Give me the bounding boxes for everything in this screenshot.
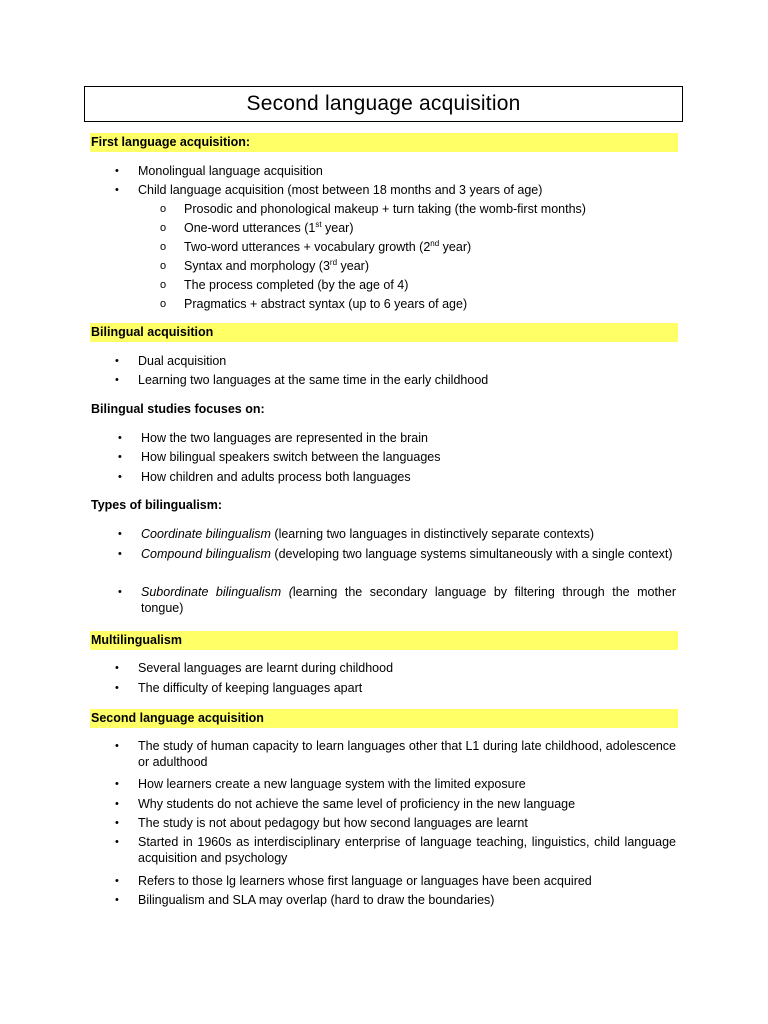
circle-bullet-icon: o	[160, 279, 167, 291]
section-heading-bilingual: Bilingual acquisition	[90, 323, 678, 342]
list-item: • Started in 1960s as interdisciplinary enterprise of language teaching, linguistics, child language acquisition and psychology	[115, 835, 676, 865]
bullet-icon: •	[115, 740, 119, 752]
bullet-icon: •	[115, 165, 119, 177]
bullet-icon: •	[118, 471, 122, 483]
list-item: • Several languages are learnt during childhood	[115, 661, 394, 675]
section-heading-first-language: First language acquisition:	[90, 133, 678, 152]
bullet-icon: •	[118, 548, 122, 560]
bullet-icon: •	[115, 836, 119, 848]
list-item: • The study is not about pedagogy but how second languages are learnt	[115, 816, 528, 830]
sub-list-item: o One-word utterances (1st year)	[160, 219, 354, 235]
document-title: Second language acquisition	[84, 86, 683, 122]
bullet-icon: •	[115, 894, 119, 906]
circle-bullet-icon: o	[160, 260, 167, 272]
list-item: • Learning two languages at the same time in the early childhood	[115, 373, 489, 387]
bullet-icon: •	[118, 528, 122, 540]
list-item: • Why students do not achieve the same level of proficiency in the new language	[115, 797, 576, 811]
list-item: • Child language acquisition (most between 18 months and 3 years of age)	[115, 183, 543, 197]
circle-bullet-icon: o	[160, 298, 167, 310]
sub-list-item: o Syntax and morphology (3rd year)	[160, 257, 369, 273]
bullet-icon: •	[115, 662, 119, 674]
section-heading-types: Types of bilingualism:	[91, 498, 223, 512]
bullet-icon: •	[115, 184, 119, 196]
bullet-icon: •	[115, 778, 119, 790]
list-item: • How bilingual speakers switch between the languages	[118, 450, 441, 464]
list-item: • Compound bilingualism (developing two language systems simultaneously with a single context)	[118, 547, 673, 561]
bullet-icon: •	[115, 875, 119, 887]
bullet-icon: •	[115, 374, 119, 386]
bullet-icon: •	[115, 817, 119, 829]
section-heading-bilingual-studies: Bilingual studies focuses on:	[91, 402, 265, 416]
sub-list-item: o Pragmatics + abstract syntax (up to 6 years of age)	[160, 297, 468, 311]
circle-bullet-icon: o	[160, 241, 167, 253]
list-item: • Dual acquisition	[115, 354, 227, 368]
section-heading-multilingualism: Multilingualism	[90, 631, 678, 650]
circle-bullet-icon: o	[160, 222, 167, 234]
bullet-icon: •	[115, 798, 119, 810]
bullet-icon: •	[115, 355, 119, 367]
sub-list-item: o Prosodic and phonological makeup + turn taking (the womb-first months)	[160, 202, 586, 216]
list-item: • Monolingual language acquisition	[115, 164, 323, 178]
list-item: • How the two languages are represented in the brain	[118, 431, 428, 445]
list-item: • How learners create a new language system with the limited exposure	[115, 777, 526, 791]
bullet-icon: •	[115, 682, 119, 694]
list-item: • The study of human capacity to learn languages other that L1 during late childhood, adolescence or adulthood	[115, 739, 676, 769]
bullet-icon: •	[118, 432, 122, 444]
list-item: • Coordinate bilingualism (learning two languages in distinctively separate contexts)	[118, 527, 595, 541]
bullet-icon: •	[118, 586, 122, 598]
sub-list-item: o Two-word utterances + vocabulary growth (2nd year)	[160, 238, 472, 254]
list-item: • Bilingualism and SLA may overlap (hard to draw the boundaries)	[115, 893, 495, 907]
list-item: • Refers to those lg learners whose first language or languages have been acquired	[115, 874, 592, 888]
circle-bullet-icon: o	[160, 203, 167, 215]
section-heading-sla: Second language acquisition	[90, 709, 678, 728]
list-item: • The difficulty of keeping languages apart	[115, 681, 363, 695]
sub-list-item: o The process completed (by the age of 4)	[160, 278, 409, 292]
list-item: • Subordinate bilingualism (learning the secondary language by filtering through the mother tongue)	[118, 585, 676, 615]
bullet-icon: •	[118, 451, 122, 463]
list-item: • How children and adults process both languages	[118, 470, 411, 484]
